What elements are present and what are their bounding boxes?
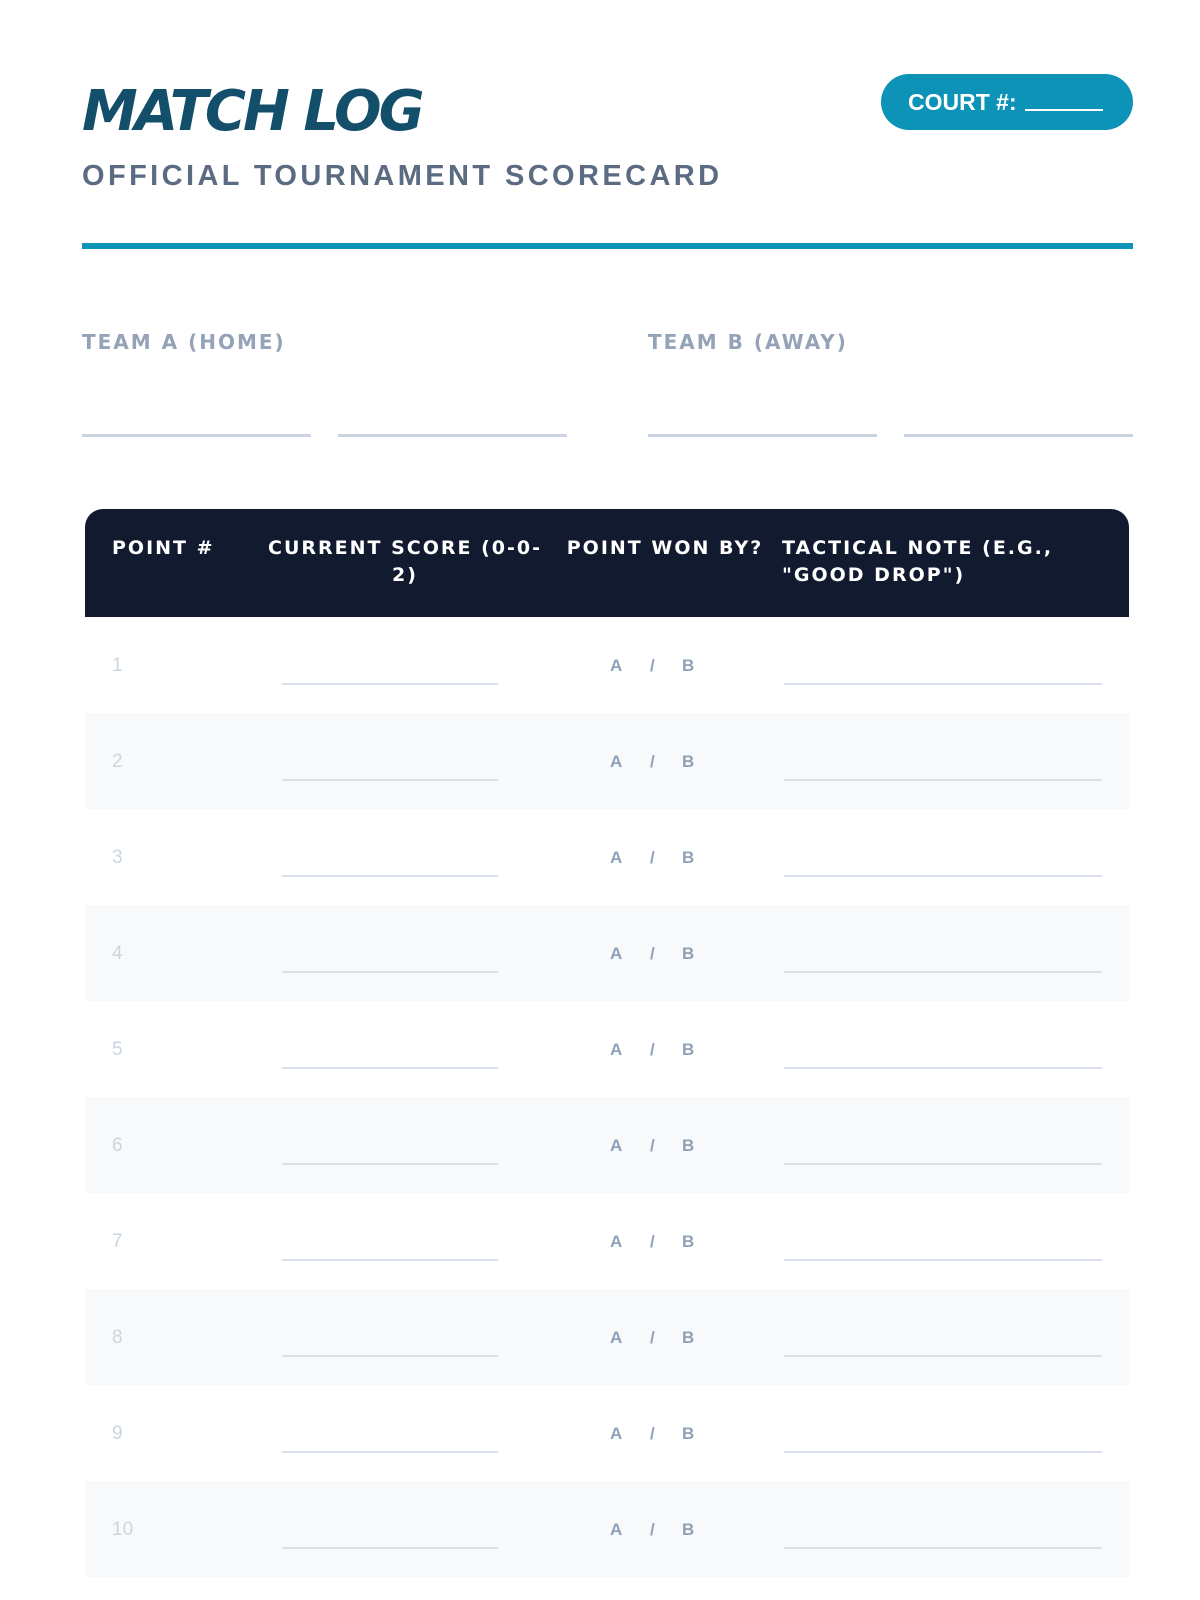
- team-a-option[interactable]: A: [610, 1520, 623, 1539]
- team-b-player-1-field[interactable]: [648, 434, 877, 437]
- tactical-note-field[interactable]: [784, 1547, 1102, 1549]
- current-score-field[interactable]: [282, 1259, 498, 1261]
- option-separator: /: [650, 1520, 655, 1539]
- option-separator: /: [650, 848, 655, 867]
- team-a-option[interactable]: A: [610, 1040, 623, 1059]
- table-row: [85, 1193, 1129, 1289]
- court-label: COURT #:: [908, 88, 1017, 115]
- team-a-option[interactable]: A: [610, 1328, 623, 1347]
- tactical-note-field[interactable]: [784, 683, 1102, 685]
- tactical-note-field[interactable]: [784, 779, 1102, 781]
- tactical-note-field[interactable]: [784, 1067, 1102, 1069]
- current-score-field[interactable]: [282, 1067, 498, 1069]
- team-a-option[interactable]: A: [610, 1136, 623, 1155]
- point-number: 10: [112, 1519, 134, 1540]
- table-row: [85, 809, 1129, 905]
- team-a-option[interactable]: A: [610, 1232, 623, 1251]
- option-separator: /: [650, 1232, 655, 1251]
- option-separator: /: [650, 1136, 655, 1155]
- tactical-note-field[interactable]: [784, 1355, 1102, 1357]
- team-a-option[interactable]: A: [610, 1424, 623, 1443]
- team-a-option[interactable]: A: [610, 656, 623, 675]
- table-row: [85, 1001, 1129, 1097]
- current-score-field[interactable]: [282, 1451, 498, 1453]
- tactical-note-field[interactable]: [784, 1451, 1102, 1453]
- tactical-note-field[interactable]: [784, 1163, 1102, 1165]
- team-a-player-2-field[interactable]: [338, 434, 567, 437]
- tactical-note-field[interactable]: [784, 1259, 1102, 1261]
- current-score-field[interactable]: [282, 683, 498, 685]
- team-b-option[interactable]: B: [682, 1328, 695, 1347]
- table-row: [85, 905, 1129, 1001]
- team-b-option[interactable]: B: [682, 1040, 695, 1059]
- team-b-option[interactable]: B: [682, 848, 695, 867]
- team-b-label: TEAM B (AWAY): [648, 330, 848, 354]
- team-b-option[interactable]: B: [682, 656, 695, 675]
- point-number: 9: [112, 1423, 123, 1444]
- team-b-option[interactable]: B: [682, 752, 695, 771]
- team-a-option[interactable]: A: [610, 752, 623, 771]
- point-number: 4: [112, 943, 123, 964]
- team-b-option[interactable]: B: [682, 1424, 695, 1443]
- header-point: POINT #: [112, 537, 215, 559]
- team-b-option[interactable]: B: [682, 944, 695, 963]
- option-separator: /: [650, 752, 655, 771]
- page-subtitle: OFFICIAL TOURNAMENT SCORECARD: [82, 160, 723, 192]
- tactical-note-field[interactable]: [784, 875, 1102, 877]
- option-separator: /: [650, 944, 655, 963]
- current-score-field[interactable]: [282, 875, 498, 877]
- table-body: [85, 617, 1129, 1577]
- table-row: [85, 1097, 1129, 1193]
- table-row: [85, 1385, 1129, 1481]
- option-separator: /: [650, 1424, 655, 1443]
- team-b-player-2-field[interactable]: [904, 434, 1133, 437]
- header-won: POINT WON BY?: [566, 537, 764, 559]
- header-note: TACTICAL NOTE (E.G., "GOOD DROP"): [782, 537, 1054, 586]
- current-score-field[interactable]: [282, 1355, 498, 1357]
- point-number: 7: [112, 1231, 123, 1252]
- score-table: [85, 509, 1129, 1577]
- point-number: 8: [112, 1327, 123, 1348]
- team-a-label: TEAM A (HOME): [82, 330, 286, 354]
- current-score-field[interactable]: [282, 971, 498, 973]
- team-b-option[interactable]: B: [682, 1232, 695, 1251]
- table-header: [85, 509, 1129, 617]
- point-number: 3: [112, 847, 123, 868]
- option-separator: /: [650, 656, 655, 675]
- team-b-option[interactable]: B: [682, 1136, 695, 1155]
- header-score: CURRENT SCORE (0-0-2): [268, 537, 542, 586]
- point-number: 5: [112, 1039, 123, 1060]
- tactical-note-field[interactable]: [784, 971, 1102, 973]
- court-number-badge: [881, 74, 1133, 130]
- table-row: [85, 1481, 1129, 1577]
- page-title: MATCH LOG: [82, 79, 422, 144]
- team-a-option[interactable]: A: [610, 848, 623, 867]
- court-number-blank[interactable]: [1025, 109, 1103, 111]
- point-number: 6: [112, 1135, 123, 1156]
- current-score-field[interactable]: [282, 1163, 498, 1165]
- current-score-field[interactable]: [282, 779, 498, 781]
- table-row: [85, 617, 1129, 713]
- team-b-option[interactable]: B: [682, 1520, 695, 1539]
- team-a-player-1-field[interactable]: [82, 434, 311, 437]
- point-number: 1: [112, 655, 123, 676]
- option-separator: /: [650, 1328, 655, 1347]
- table-row: [85, 713, 1129, 809]
- current-score-field[interactable]: [282, 1547, 498, 1549]
- point-number: 2: [112, 751, 123, 772]
- option-separator: /: [650, 1040, 655, 1059]
- table-row: [85, 1289, 1129, 1385]
- header-divider: [82, 243, 1133, 249]
- team-a-option[interactable]: A: [610, 944, 623, 963]
